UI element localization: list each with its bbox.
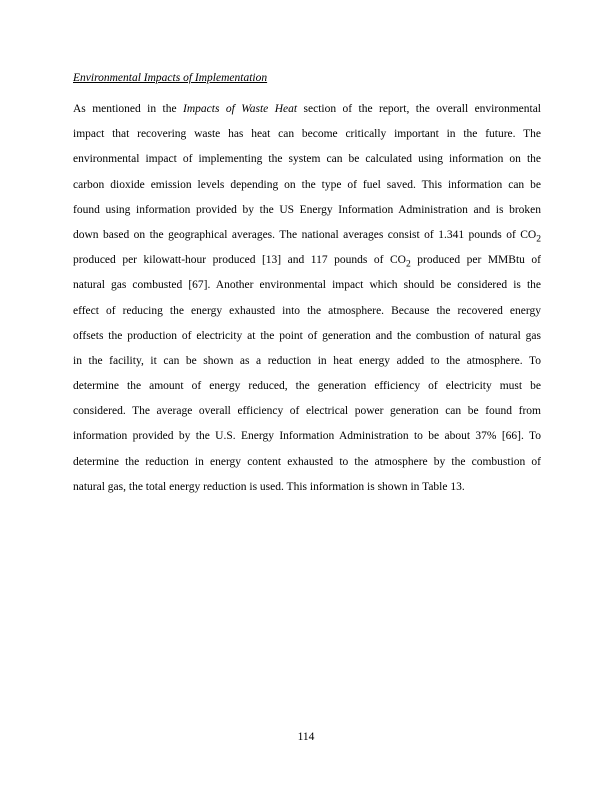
subscript: 2 — [405, 258, 411, 270]
paragraph-line: considered. The average overall efficiency of electrical power generation can be found from — [73, 405, 541, 418]
page-number: 114 — [297, 731, 315, 743]
body-paragraph — [73, 97, 541, 500]
section-heading: Environmental Impacts of Implementation — [73, 72, 268, 84]
paragraph-line: offsets the production of electricity at the point of generation and the combustion of natural gas — [73, 329, 541, 342]
paragraph-line — [73, 248, 541, 273]
text-span: produced per MMBtu of — [410, 254, 541, 267]
paragraph-line: in the facility, it can be shown as a reduction in heat energy added to the atmosphere. To — [73, 354, 541, 367]
paragraph-line — [73, 223, 541, 248]
paragraph-line: environmental impact of implementing the system can be calculated using information on the — [73, 153, 541, 166]
paragraph-line: natural gas, the total energy reduction is used. This information is shown in Table 13. — [73, 480, 465, 493]
text-span: As mentioned in the — [73, 103, 184, 115]
text-span: section of the report, the overall environmental — [297, 103, 541, 115]
paragraph-line: determine the amount of energy reduced, the generation efficiency of electricity must be — [73, 380, 541, 393]
paragraph-line: natural gas combusted [67]. Another environmental impact which should be considered is the — [73, 279, 541, 292]
paragraph-line: information provided by the U.S. Energy Information Administration to be about 37% [66]. To — [73, 430, 541, 443]
paragraph-line: effect of reducing the energy exhausted into the atmosphere. Because the recovered energy — [73, 304, 541, 317]
text-span: down based on the geographical averages. The national averages consist of 1.341 pounds of CO — [73, 228, 537, 241]
paragraph-line: impact that recovering waste has heat can become critically important in the future. The — [73, 128, 541, 141]
text-span: produced per kilowatt-hour produced [13] and 117 pounds of CO — [73, 254, 406, 267]
paragraph-line: carbon dioxide emission levels depending on the type of fuel saved. This information can be — [73, 178, 541, 191]
subscript: 2 — [536, 233, 541, 245]
paragraph-line: determine the reduction in energy content exhausted to the atmosphere by the combustion of — [73, 455, 541, 468]
paragraph-line: found using information provided by the US Energy Information Administration and is broken — [73, 203, 541, 216]
section-reference: Impacts of Waste Heat — [183, 103, 298, 115]
paragraph-line — [73, 97, 541, 122]
